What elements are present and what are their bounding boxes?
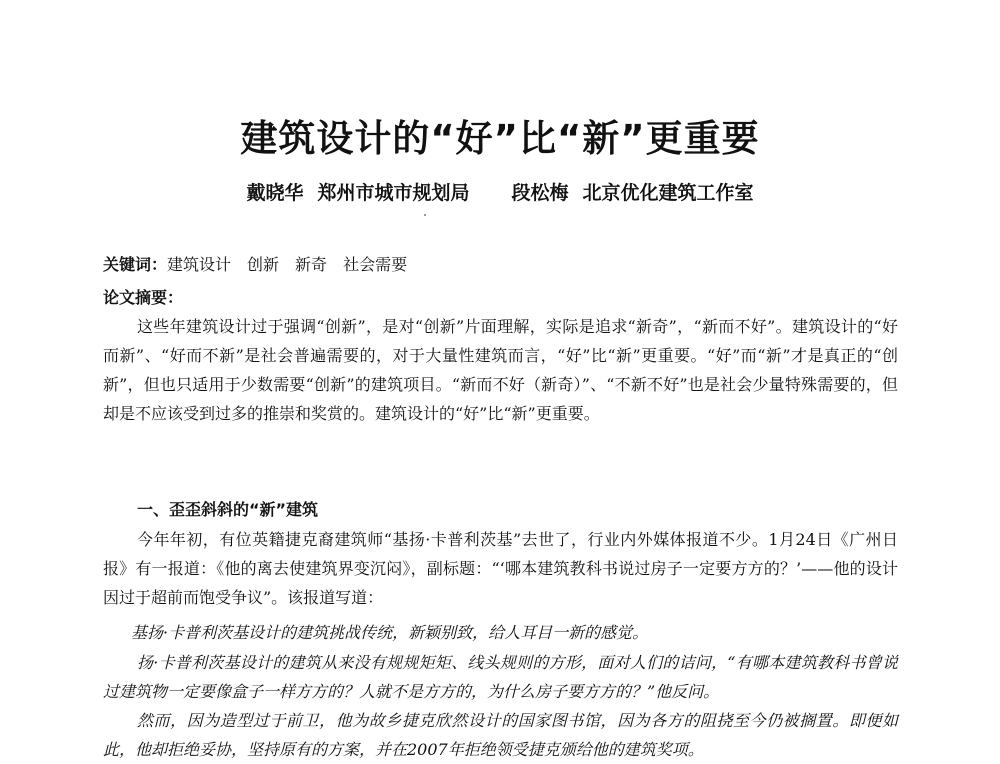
author-2-affiliation: 北京优化建筑工作室 <box>582 182 754 204</box>
keyword-item: 建筑设计 <box>167 255 232 274</box>
author-line <box>0 178 1000 205</box>
author-1-name: 戴晓华 <box>246 182 304 204</box>
keyword-item: 新奇 <box>295 255 328 274</box>
paper-title: 建筑设计的“好”比“新”更重要 <box>240 117 760 160</box>
keyword-item: 创新 <box>247 255 280 274</box>
scan-speck <box>424 214 426 216</box>
keywords-line <box>103 252 423 275</box>
abstract-text: 这些年建筑设计过于强调“创新”，是对“创新”片面理解，实际是追求“新奇”，“新而不好”。建筑设计的“好而新”、“好而不新”是社会普遍需要的，对于大量性建筑而言，“好”比“新”更重要。“好”而“新”才是真正的“创新”，但也只适用于少数需要“创新”的建筑项目。“新而不好（新奇）”、“不新不好”也是社会少量特殊需要的，但却是不应该受到过多的推崇和奖赏的。建筑设计的“好”比“新”更重要。 <box>103 317 898 423</box>
quoted-passage-3: 然而，因为造型过于前卫，他为故乡捷克欣然设计的国家图书馆，因为各方的阻挠至今仍被搁置。即便如此，他却拒绝妥协，坚持原有的方案，并在2007年拒绝领受捷克颁给他的建筑奖项。 <box>103 711 898 759</box>
keywords-label: 关键词： <box>103 255 168 274</box>
keyword-item: 社会需要 <box>343 255 408 274</box>
quoted-passage-2: 扬·卡普利茨基设计的建筑从来没有规规矩矩、线头规则的方形，面对人们的诘问，“有哪本建筑教科书曾说过建筑物一定要像盒子一样方方的？人就不是方方的，为什么房子要方方的？”他反问。 <box>103 653 898 701</box>
quoted-passage-1: 基扬·卡普利茨基设计的建筑挑战传统，新颖别致，给人耳目一新的感觉。 <box>131 623 649 642</box>
abstract-label: 论文摘要： <box>103 288 184 307</box>
section-1-paragraph: 今年年初，有位英籍捷克裔建筑师“基扬·卡普利茨基”去世了，行业内外媒体报道不少。1月24日《广州日报》有一报道：《他的离去使建筑界变沉闷》，副标题：“‘哪本建筑教科书说过房子一定要方方的？’——他的设计因过于超前而饱受争议”。该报道写道： <box>103 530 898 607</box>
section-1-heading: 一、歪歪斜斜的“新”建筑 <box>137 500 319 519</box>
author-2-name: 段松梅 <box>511 182 569 204</box>
author-1-affiliation: 郑州市城市规划局 <box>317 182 470 204</box>
